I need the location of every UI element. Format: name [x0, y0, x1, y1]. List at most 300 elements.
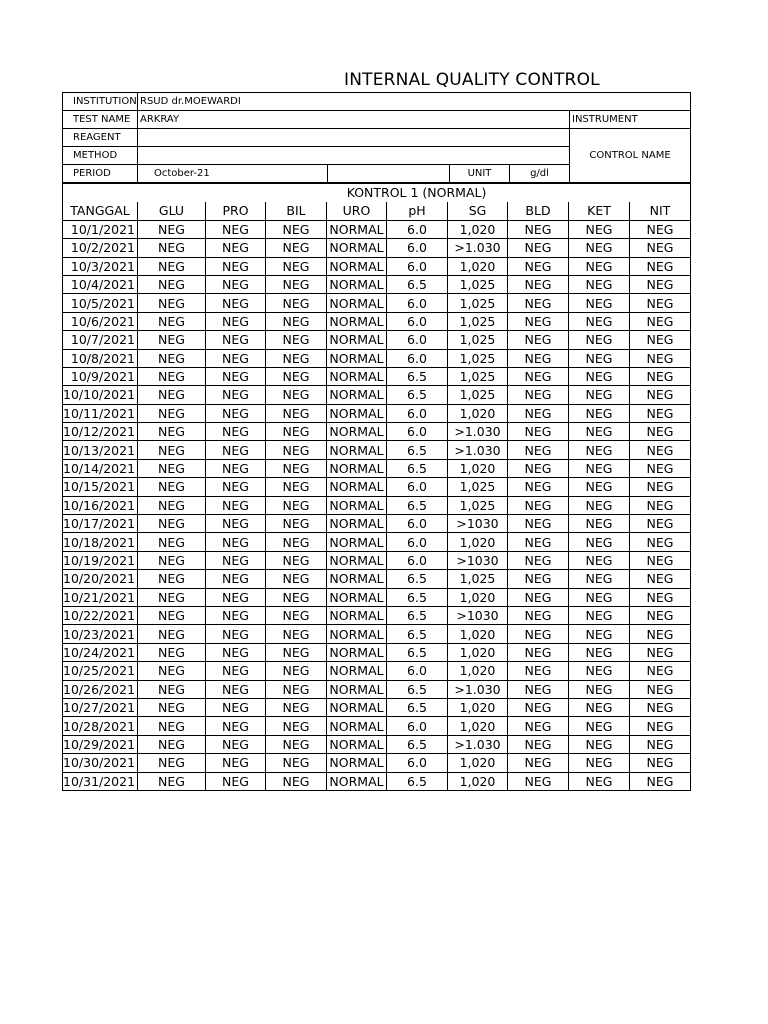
table-row: [63, 220, 691, 238]
cell-ket: NEG: [569, 570, 630, 588]
cell-bld: NEG: [508, 441, 569, 459]
cell-nit: NEG: [630, 588, 691, 606]
cell-sg: 1,025: [448, 294, 508, 312]
cell-nit: NEG: [630, 367, 691, 385]
cell-nit: NEG: [630, 423, 691, 441]
cell-pro: NEG: [206, 496, 266, 514]
cell-glu: NEG: [138, 588, 206, 606]
cell-ket: NEG: [569, 275, 630, 293]
cell-glu: NEG: [138, 735, 206, 753]
cell-bil: NEG: [266, 772, 327, 790]
cell-ket: NEG: [569, 459, 630, 477]
column-header-uro: URO: [327, 202, 387, 220]
cell-uro: NORMAL: [327, 551, 387, 569]
cell-ph: 6.5: [387, 441, 448, 459]
cell-uro: NORMAL: [327, 772, 387, 790]
cell-bld: NEG: [508, 331, 569, 349]
cell-nit: NEG: [630, 459, 691, 477]
cell-nit: NEG: [630, 754, 691, 772]
cell-pro: NEG: [206, 625, 266, 643]
table-row: [63, 754, 691, 772]
cell-bld: NEG: [508, 643, 569, 661]
cell-ket: NEG: [569, 717, 630, 735]
cell-bil: NEG: [266, 735, 327, 753]
cell-uro: NORMAL: [327, 496, 387, 514]
cell-glu: NEG: [138, 441, 206, 459]
cell-uro: NORMAL: [327, 275, 387, 293]
cell-bil: NEG: [266, 698, 327, 716]
table-row: [63, 551, 691, 569]
table-row: [63, 606, 691, 624]
cell-bld: NEG: [508, 588, 569, 606]
cell-ph: 6.5: [387, 680, 448, 698]
cell-ket: NEG: [569, 441, 630, 459]
cell-pro: NEG: [206, 533, 266, 551]
table-row: [63, 680, 691, 698]
cell-bil: NEG: [266, 239, 327, 257]
cell-uro: NORMAL: [327, 367, 387, 385]
cell-bil: NEG: [266, 606, 327, 624]
cell-uro: NORMAL: [327, 533, 387, 551]
cell-nit: NEG: [630, 257, 691, 275]
cell-nit: NEG: [630, 606, 691, 624]
cell-glu: NEG: [138, 680, 206, 698]
cell-bil: NEG: [266, 533, 327, 551]
cell-bil: NEG: [266, 220, 327, 238]
cell-ph: 6.0: [387, 533, 448, 551]
cell-ph: 6.0: [387, 515, 448, 533]
table-row: [63, 515, 691, 533]
cell-ph: 6.5: [387, 275, 448, 293]
cell-bil: NEG: [266, 349, 327, 367]
cell-tanggal: 10/17/2021: [63, 515, 138, 533]
cell-bld: NEG: [508, 386, 569, 404]
cell-tanggal: 10/29/2021: [63, 735, 138, 753]
cell-tanggal: 10/3/2021: [63, 257, 138, 275]
cell-sg: 1,020: [448, 220, 508, 238]
cell-pro: NEG: [206, 754, 266, 772]
cell-bil: NEG: [266, 367, 327, 385]
cell-ph: 6.0: [387, 478, 448, 496]
cell-bld: NEG: [508, 606, 569, 624]
cell-glu: NEG: [138, 717, 206, 735]
cell-ph: 6.0: [387, 220, 448, 238]
cell-nit: NEG: [630, 698, 691, 716]
cell-uro: NORMAL: [327, 294, 387, 312]
cell-pro: NEG: [206, 680, 266, 698]
cell-glu: NEG: [138, 294, 206, 312]
reagent-value: [138, 129, 570, 147]
cell-bld: NEG: [508, 698, 569, 716]
cell-glu: NEG: [138, 312, 206, 330]
cell-glu: NEG: [138, 772, 206, 790]
cell-bil: NEG: [266, 404, 327, 422]
cell-bil: NEG: [266, 588, 327, 606]
cell-bil: NEG: [266, 496, 327, 514]
cell-nit: NEG: [630, 404, 691, 422]
cell-nit: NEG: [630, 515, 691, 533]
cell-nit: NEG: [630, 533, 691, 551]
cell-nit: NEG: [630, 478, 691, 496]
cell-pro: NEG: [206, 515, 266, 533]
cell-glu: NEG: [138, 662, 206, 680]
table-row: [63, 459, 691, 477]
cell-pro: NEG: [206, 698, 266, 716]
cell-uro: NORMAL: [327, 239, 387, 257]
cell-bld: NEG: [508, 294, 569, 312]
cell-bld: NEG: [508, 735, 569, 753]
cell-sg: >1.030: [448, 441, 508, 459]
cell-ph: 6.5: [387, 386, 448, 404]
cell-nit: NEG: [630, 294, 691, 312]
cell-bil: NEG: [266, 441, 327, 459]
cell-bld: NEG: [508, 478, 569, 496]
instrument-label: INSTRUMENT: [570, 111, 691, 129]
cell-bil: NEG: [266, 275, 327, 293]
cell-ket: NEG: [569, 386, 630, 404]
cell-nit: NEG: [630, 772, 691, 790]
cell-sg: >1030: [448, 515, 508, 533]
cell-sg: 1,020: [448, 643, 508, 661]
cell-ket: NEG: [569, 680, 630, 698]
cell-uro: NORMAL: [327, 680, 387, 698]
cell-uro: NORMAL: [327, 643, 387, 661]
cell-uro: NORMAL: [327, 220, 387, 238]
cell-uro: NORMAL: [327, 588, 387, 606]
cell-pro: NEG: [206, 220, 266, 238]
cell-ph: 6.5: [387, 772, 448, 790]
table-row: [63, 294, 691, 312]
table-row: [63, 257, 691, 275]
cell-bld: NEG: [508, 423, 569, 441]
cell-ket: NEG: [569, 754, 630, 772]
cell-pro: NEG: [206, 588, 266, 606]
cell-nit: NEG: [630, 496, 691, 514]
cell-glu: NEG: [138, 404, 206, 422]
cell-pro: NEG: [206, 570, 266, 588]
cell-ket: NEG: [569, 533, 630, 551]
control-name-label: CONTROL NAME: [570, 129, 691, 183]
cell-uro: NORMAL: [327, 386, 387, 404]
table-row: [63, 533, 691, 551]
cell-ph: 6.5: [387, 570, 448, 588]
cell-glu: NEG: [138, 606, 206, 624]
cell-pro: NEG: [206, 349, 266, 367]
institution-label: INSTITUTION: [63, 93, 138, 111]
cell-ket: NEG: [569, 735, 630, 753]
cell-pro: NEG: [206, 643, 266, 661]
method-value: [138, 147, 570, 165]
cell-ph: 6.0: [387, 331, 448, 349]
cell-tanggal: 10/2/2021: [63, 239, 138, 257]
cell-bld: NEG: [508, 459, 569, 477]
cell-glu: NEG: [138, 478, 206, 496]
cell-tanggal: 10/23/2021: [63, 625, 138, 643]
cell-pro: NEG: [206, 662, 266, 680]
cell-ket: NEG: [569, 239, 630, 257]
cell-sg: 1,025: [448, 331, 508, 349]
cell-uro: NORMAL: [327, 423, 387, 441]
cell-pro: NEG: [206, 367, 266, 385]
cell-nit: NEG: [630, 570, 691, 588]
cell-nit: NEG: [630, 662, 691, 680]
cell-bil: NEG: [266, 294, 327, 312]
table-row: [63, 386, 691, 404]
cell-glu: NEG: [138, 533, 206, 551]
cell-tanggal: 10/19/2021: [63, 551, 138, 569]
reagent-label: REAGENT: [63, 129, 138, 147]
table-row: [63, 772, 691, 790]
column-header-tanggal: TANGGAL: [63, 202, 138, 220]
cell-bil: NEG: [266, 643, 327, 661]
cell-ph: 6.5: [387, 496, 448, 514]
cell-bil: NEG: [266, 570, 327, 588]
cell-bld: NEG: [508, 257, 569, 275]
cell-uro: NORMAL: [327, 257, 387, 275]
cell-pro: NEG: [206, 772, 266, 790]
table-row: [63, 367, 691, 385]
cell-bld: NEG: [508, 367, 569, 385]
cell-ph: 6.0: [387, 312, 448, 330]
cell-uro: NORMAL: [327, 662, 387, 680]
test-name-value: ARKRAY: [138, 111, 570, 129]
cell-bld: NEG: [508, 239, 569, 257]
cell-uro: NORMAL: [327, 515, 387, 533]
cell-bld: NEG: [508, 662, 569, 680]
cell-pro: NEG: [206, 459, 266, 477]
column-header-sg: SG: [448, 202, 508, 220]
cell-sg: 1,025: [448, 478, 508, 496]
table-row: [63, 275, 691, 293]
cell-bld: NEG: [508, 515, 569, 533]
cell-pro: NEG: [206, 386, 266, 404]
cell-bld: NEG: [508, 533, 569, 551]
header-table: [62, 92, 691, 183]
cell-pro: NEG: [206, 606, 266, 624]
cell-tanggal: 10/18/2021: [63, 533, 138, 551]
cell-sg: >1.030: [448, 735, 508, 753]
cell-bld: NEG: [508, 220, 569, 238]
cell-bld: NEG: [508, 717, 569, 735]
cell-tanggal: 10/13/2021: [63, 441, 138, 459]
cell-ket: NEG: [569, 606, 630, 624]
cell-pro: NEG: [206, 294, 266, 312]
cell-sg: 1,025: [448, 312, 508, 330]
cell-glu: NEG: [138, 515, 206, 533]
cell-tanggal: 10/8/2021: [63, 349, 138, 367]
table-row: [63, 441, 691, 459]
cell-bld: NEG: [508, 754, 569, 772]
table-row: [63, 698, 691, 716]
cell-ket: NEG: [569, 331, 630, 349]
cell-nit: NEG: [630, 735, 691, 753]
cell-sg: 1,020: [448, 588, 508, 606]
cell-bld: NEG: [508, 496, 569, 514]
cell-tanggal: 10/4/2021: [63, 275, 138, 293]
table-row: [63, 496, 691, 514]
cell-ket: NEG: [569, 588, 630, 606]
cell-pro: NEG: [206, 423, 266, 441]
table-row: [63, 625, 691, 643]
cell-bil: NEG: [266, 459, 327, 477]
cell-tanggal: 10/10/2021: [63, 386, 138, 404]
cell-pro: NEG: [206, 441, 266, 459]
cell-ph: 6.5: [387, 588, 448, 606]
cell-ket: NEG: [569, 772, 630, 790]
cell-pro: NEG: [206, 478, 266, 496]
cell-tanggal: 10/22/2021: [63, 606, 138, 624]
test-name-label: TEST NAME: [63, 111, 138, 129]
cell-nit: NEG: [630, 643, 691, 661]
cell-bld: NEG: [508, 404, 569, 422]
cell-tanggal: 10/24/2021: [63, 643, 138, 661]
cell-ket: NEG: [569, 404, 630, 422]
cell-pro: NEG: [206, 735, 266, 753]
cell-glu: NEG: [138, 496, 206, 514]
cell-bil: NEG: [266, 717, 327, 735]
cell-ket: NEG: [569, 515, 630, 533]
cell-sg: 1,025: [448, 496, 508, 514]
institution-value: RSUD dr.MOEWARDI: [138, 93, 691, 111]
cell-sg: 1,020: [448, 625, 508, 643]
table-row: [63, 404, 691, 422]
cell-glu: NEG: [138, 570, 206, 588]
cell-pro: NEG: [206, 275, 266, 293]
cell-glu: NEG: [138, 239, 206, 257]
cell-uro: NORMAL: [327, 717, 387, 735]
cell-nit: NEG: [630, 441, 691, 459]
cell-glu: NEG: [138, 459, 206, 477]
cell-uro: NORMAL: [327, 312, 387, 330]
cell-glu: NEG: [138, 625, 206, 643]
cell-nit: NEG: [630, 312, 691, 330]
cell-sg: 1,020: [448, 257, 508, 275]
cell-sg: 1,025: [448, 275, 508, 293]
cell-uro: NORMAL: [327, 735, 387, 753]
cell-nit: NEG: [630, 551, 691, 569]
cell-glu: NEG: [138, 367, 206, 385]
cell-pro: NEG: [206, 717, 266, 735]
cell-ket: NEG: [569, 257, 630, 275]
cell-nit: NEG: [630, 331, 691, 349]
cell-tanggal: 10/30/2021: [63, 754, 138, 772]
cell-sg: 1,020: [448, 772, 508, 790]
table-row: [63, 478, 691, 496]
cell-nit: NEG: [630, 220, 691, 238]
cell-glu: NEG: [138, 331, 206, 349]
cell-nit: NEG: [630, 386, 691, 404]
period-blank: [328, 165, 450, 183]
cell-uro: NORMAL: [327, 606, 387, 624]
column-header-ph: pH: [387, 202, 448, 220]
cell-ket: NEG: [569, 312, 630, 330]
cell-ph: 6.0: [387, 717, 448, 735]
cell-glu: NEG: [138, 698, 206, 716]
cell-tanggal: 10/5/2021: [63, 294, 138, 312]
cell-ph: 6.5: [387, 698, 448, 716]
table-row: [63, 331, 691, 349]
cell-uro: NORMAL: [327, 459, 387, 477]
cell-bil: NEG: [266, 478, 327, 496]
cell-ph: 6.5: [387, 459, 448, 477]
cell-glu: NEG: [138, 386, 206, 404]
cell-ket: NEG: [569, 367, 630, 385]
cell-pro: NEG: [206, 404, 266, 422]
cell-sg: 1,020: [448, 754, 508, 772]
cell-glu: NEG: [138, 275, 206, 293]
table-row: [63, 312, 691, 330]
cell-ph: 6.0: [387, 662, 448, 680]
cell-nit: NEG: [630, 349, 691, 367]
cell-bld: NEG: [508, 349, 569, 367]
cell-pro: NEG: [206, 239, 266, 257]
cell-nit: NEG: [630, 717, 691, 735]
column-header-glu: GLU: [138, 202, 206, 220]
cell-sg: >1030: [448, 606, 508, 624]
cell-tanggal: 10/12/2021: [63, 423, 138, 441]
cell-nit: NEG: [630, 239, 691, 257]
cell-glu: NEG: [138, 257, 206, 275]
cell-pro: NEG: [206, 312, 266, 330]
cell-tanggal: 10/1/2021: [63, 220, 138, 238]
cell-ket: NEG: [569, 478, 630, 496]
cell-sg: 1,020: [448, 404, 508, 422]
cell-tanggal: 10/27/2021: [63, 698, 138, 716]
cell-ph: 6.5: [387, 625, 448, 643]
cell-sg: 1,020: [448, 717, 508, 735]
cell-bld: NEG: [508, 312, 569, 330]
section-title: KONTROL 1 (NORMAL): [63, 184, 691, 202]
cell-tanggal: 10/31/2021: [63, 772, 138, 790]
period-value: October-21: [138, 165, 328, 183]
cell-uro: NORMAL: [327, 625, 387, 643]
cell-ket: NEG: [569, 220, 630, 238]
cell-bil: NEG: [266, 331, 327, 349]
cell-bil: NEG: [266, 625, 327, 643]
table-row: [63, 570, 691, 588]
cell-ket: NEG: [569, 294, 630, 312]
cell-nit: NEG: [630, 680, 691, 698]
cell-ph: 6.0: [387, 257, 448, 275]
cell-glu: NEG: [138, 754, 206, 772]
cell-ket: NEG: [569, 349, 630, 367]
cell-ph: 6.5: [387, 643, 448, 661]
cell-bil: NEG: [266, 662, 327, 680]
cell-ph: 6.0: [387, 349, 448, 367]
table-row: [63, 349, 691, 367]
cell-bil: NEG: [266, 257, 327, 275]
cell-bld: NEG: [508, 625, 569, 643]
cell-bld: NEG: [508, 680, 569, 698]
cell-sg: >1030: [448, 551, 508, 569]
cell-glu: NEG: [138, 643, 206, 661]
cell-ph: 6.0: [387, 551, 448, 569]
table-row: [63, 735, 691, 753]
column-header-bld: BLD: [508, 202, 569, 220]
unit-value: g/dl: [510, 165, 570, 183]
cell-ket: NEG: [569, 662, 630, 680]
cell-uro: NORMAL: [327, 478, 387, 496]
cell-uro: NORMAL: [327, 698, 387, 716]
cell-bld: NEG: [508, 551, 569, 569]
cell-bil: NEG: [266, 386, 327, 404]
cell-tanggal: 10/16/2021: [63, 496, 138, 514]
cell-tanggal: 10/28/2021: [63, 717, 138, 735]
table-row: [63, 662, 691, 680]
cell-sg: 1,020: [448, 698, 508, 716]
period-label: PERIOD: [63, 165, 138, 183]
column-header-pro: PRO: [206, 202, 266, 220]
